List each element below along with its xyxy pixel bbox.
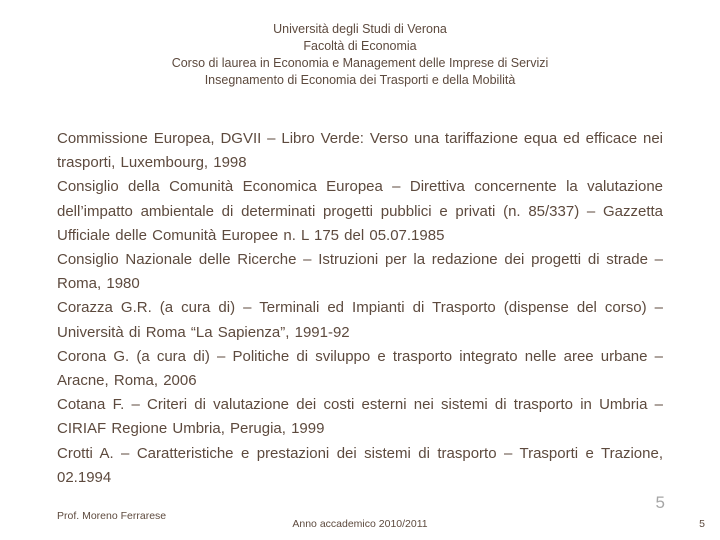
bibliography-entry: Corona G. (a cura di) – Politiche di sviluppo e trasporto integrato nelle aree urbane – Aracne, Roma, 2006 xyxy=(57,347,663,390)
header-line-teaching: Insegnamento di Economia dei Trasporti e della Mobilità xyxy=(204,73,516,87)
footer-academic-year: Anno accademico 2010/2011 xyxy=(292,518,428,530)
bibliography-entry: Commissione Europea, DGVII – Libro Verde: Verso una tariffazione equa ed efficace nei trasporti, Luxembourg, 1998 xyxy=(57,130,663,172)
bibliography-entry: Consiglio della Comunità Economica Europea – Direttiva concernente la valutazione dell’impatto ambientale di determinati progetti pubblici e privati (n. 85/337) – Gazzetta Ufficiale delle Comunità Europee n. L 175 del 05.07.1985 xyxy=(57,178,663,244)
header-line-faculty: Facoltà di Economia xyxy=(303,39,417,53)
footer-professor: Prof. Moreno Ferrarese xyxy=(57,510,167,522)
bibliography-entry: Corazza G.R. (a cura di) – Terminali ed Impianti di Trasporto (dispense del corso) – Università di Roma “La Sapienza”, 1991-92 xyxy=(57,299,663,341)
bibliography-entry: Cotana F. – Criteri di valutazione dei costi esterni nei sistemi di trasporto in Umbria – CIRIAF Regione Umbria, Perugia, 1999 xyxy=(57,396,663,438)
slide-header xyxy=(60,21,660,89)
page-number-small: 5 xyxy=(699,518,705,530)
bibliography-list xyxy=(57,127,663,490)
header-line-course: Corso di laurea in Economia e Management delle Imprese di Servizi xyxy=(171,56,549,70)
bibliography-entry: Crotti A. – Caratteristiche e prestazioni dei sistemi di trasporto – Trasporti e Trazione, 02.1994 xyxy=(57,444,663,486)
header-line-university: Università degli Studi di Verona xyxy=(273,22,447,36)
bibliography-entry: Consiglio Nazionale delle Ricerche – Istruzioni per la redazione dei progetti di strade – Roma, 1980 xyxy=(57,251,663,293)
page-number-large: 5 xyxy=(655,493,665,512)
